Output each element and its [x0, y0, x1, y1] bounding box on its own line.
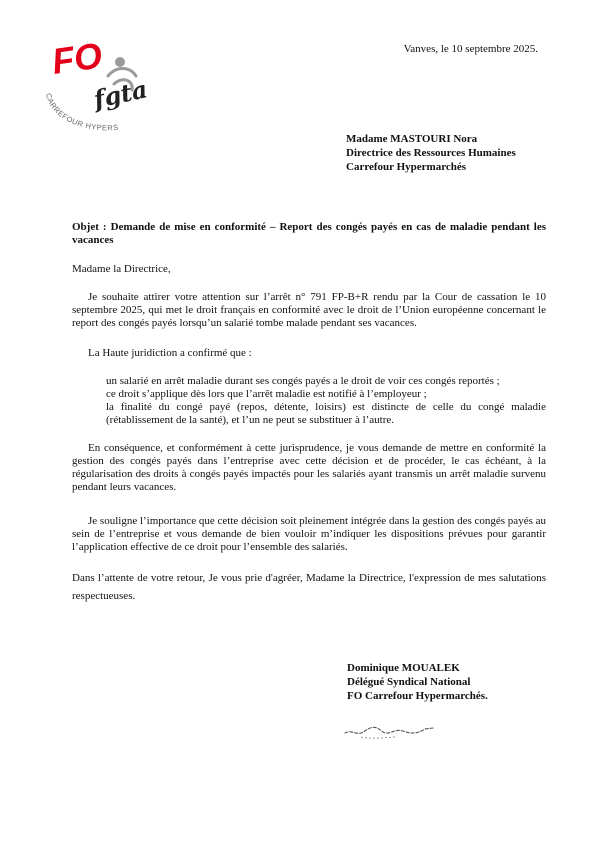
recipient-block [346, 132, 516, 174]
logo-brand-text: FO [49, 36, 105, 82]
ruling-item: la finalité du congé payé (repos, détente, loisirs) est distincte de celle du congé maladie (rétablissement de la santé), et l’un ne peut se substituer à l’autre. [106, 401, 546, 426]
paragraph-closing: Dans l’attente de votre retour, Je vous prie d'agréer, Madame la Directrice, l'expression de mes salutations respectueuses. [72, 572, 546, 602]
recipient-title: Directrice des Ressources Humaines [346, 147, 516, 159]
letter-date: Vanves, le 10 septembre 2025. [403, 43, 538, 55]
signature-graphic [343, 717, 435, 743]
salutation: Madame la Directrice, [72, 263, 171, 275]
fo-fgta-logo [38, 36, 168, 146]
paragraph-emphasis: Je souligne l’importance que cette décision soit pleinement intégrée dans la gestion des congés payés au sein de l’entreprise et vous demande de bien vouloir m’indiquer les dispositions prévues pour garantir l’application effective de ce droit pour l’ensemble des salariés. [72, 515, 546, 553]
signer-name: Dominique MOUALEK [347, 662, 460, 674]
paragraph-lead-in: La Haute juridiction a confirmé que : [88, 347, 252, 359]
rulings-list [106, 375, 546, 427]
logo-arc-text: CARREFOUR HYPERS [43, 92, 120, 133]
paragraph-consequence: En conséquence, et conformément à cette jurisprudence, je vous demande de mettre en conformité la gestion des congés payés dans l’entreprise avec cette décision et de procéder, le cas échéant, à la régularisation des droits à congés payés impactés pour les salariés ayant transmis un arrêt maladie survenu pendant leurs vacances. [72, 442, 546, 493]
fo-fgta-logo-graphic [38, 36, 168, 146]
ruling-item: ce droit s’applique dès lors que l’arrêt maladie est notifié à l’employeur ; [106, 388, 427, 400]
signer-organization: FO Carrefour Hypermarchés. [347, 690, 488, 702]
handwritten-signature [343, 717, 435, 743]
letter-subject: Objet : Demande de mise en conformité – Report des congés payés en cas de maladie pendant les vacances [72, 221, 546, 246]
paragraph-intro: Je souhaite attirer votre attention sur l’arrêt n° 791 FP-B+R rendu par la Cour de cassation le 10 septembre 2025, qui met le droit français en conformité avec le droit de l’Union européenne concernant le report des congés payés lorsqu’un salarié tombe malade pendant ses vacances. [72, 291, 546, 329]
ruling-item: un salarié en arrêt maladie durant ses congés payés a le droit de voir ces congés reportés ; [106, 375, 500, 387]
recipient-name: Madame MASTOURI Nora [346, 133, 478, 145]
signer-role: Délégué Syndical National [347, 676, 471, 688]
recipient-company: Carrefour Hypermarchés [346, 161, 467, 173]
logo-federation-text: fgta [91, 74, 150, 114]
signer-block [347, 661, 488, 703]
